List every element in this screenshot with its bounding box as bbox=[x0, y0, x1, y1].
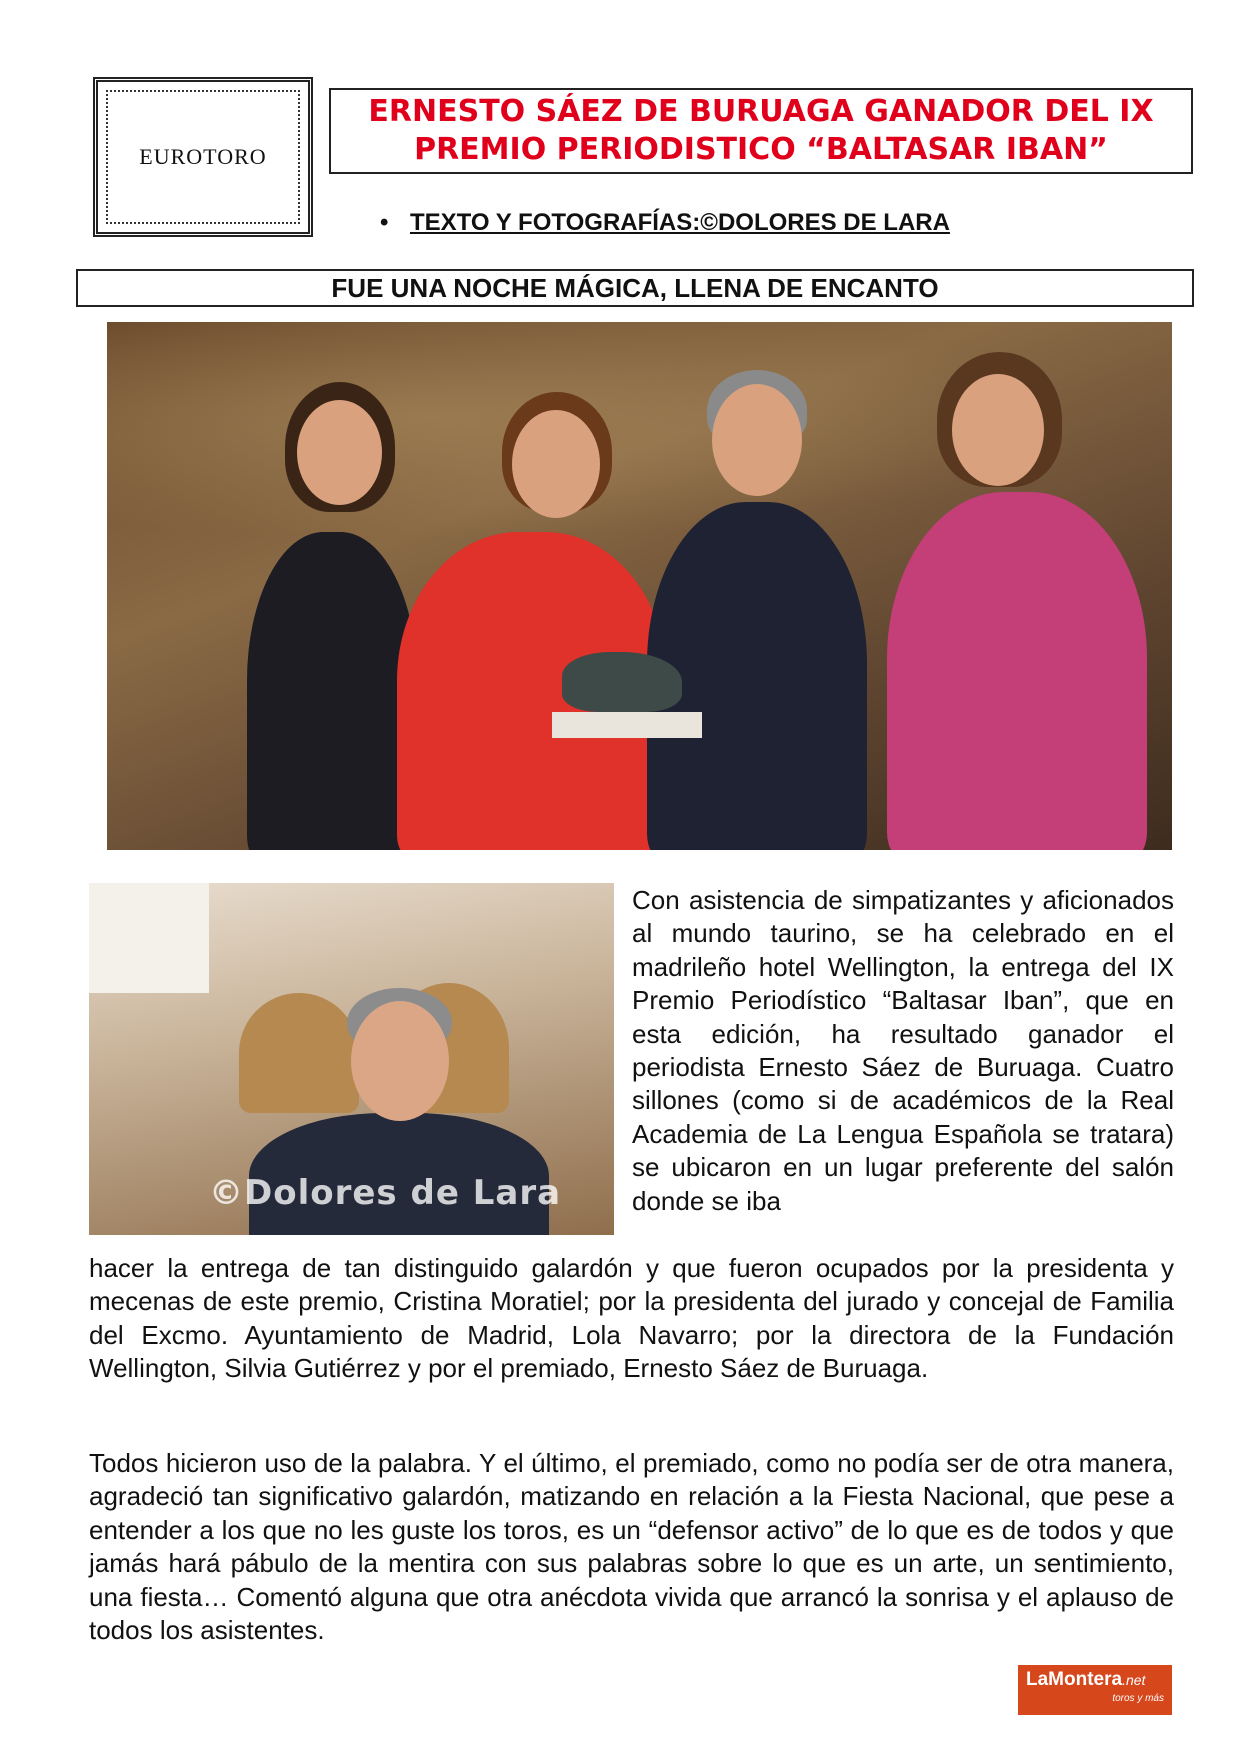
person-silhouette bbox=[247, 532, 417, 850]
face-shape bbox=[512, 410, 600, 518]
bullet-icon: • bbox=[380, 209, 389, 236]
byline bbox=[380, 209, 950, 237]
headline-box bbox=[329, 88, 1193, 174]
lamontera-logo bbox=[1018, 1665, 1172, 1715]
article-paragraph-1-wrap: Con asistencia de simpatizantes y aficionados al mundo taurino, se ha celebrado en el madrileño hotel Wellington, la entrega del IX Premio Periodístico “Baltasar Iban”, que en esta edición, ha resultado ganador el periodista Ernesto Sáez de Buruaga. Cuatro sillones (como si de académicos de la Real Academia de La Lengua Española se tratara) se ubicaron en un lugar preferente del salón donde se iba bbox=[632, 885, 1174, 1216]
photo-watermark: ©Dolores de Lara bbox=[209, 1173, 562, 1213]
subheading: FUE UNA NOCHE MÁGICA, LLENA DE ENCANTO bbox=[76, 269, 1194, 307]
trophy-base-shape bbox=[552, 712, 702, 738]
lamontera-suffix: .net bbox=[1122, 1672, 1146, 1688]
article-paragraph-2: Todos hicieron uso de la palabra. Y el último, el premiado, como no podía ser de otra manera, agradeció tan significativo galardón, matizando en relación a la Fiesta Nacional, que pese a entender a los que no les guste los toros, es un “defensor activo” de lo que es de todos y que jamás hará pábulo de la mentira con sus palabras sobre lo que es un arte, un sentimiento, una fiesta… Comentó alguna que otra anécdota vivida que arrancó la sonrisa y el aplauso de todos los asistentes. bbox=[89, 1448, 1174, 1646]
article-paragraph-1-continued: hacer la entrega de tan distinguido galardón y que fueron ocupados por la presidenta y mecenas de este premio, Cristina Moratiel; por la presidenta del jurado y concejal de Familia del Excmo. Ayuntamiento de Madrid, Lola Navarro; por la directora de la Fundación Wellington, Silvia Gutiérrez y por el premiado, Ernesto Sáez de Buruaga. bbox=[89, 1253, 1174, 1384]
face-shape bbox=[297, 400, 382, 505]
face-shape bbox=[952, 374, 1044, 486]
headline-line-2: PREMIO PERIODISTICO “BALTASAR IBAN” bbox=[414, 132, 1108, 167]
byline-text: TEXTO Y FOTOGRAFÍAS:©DOLORES DE LARA bbox=[410, 209, 950, 236]
lamontera-name: LaMontera bbox=[1026, 1669, 1123, 1690]
winner-portrait-photo bbox=[89, 883, 614, 1235]
person-silhouette bbox=[887, 492, 1147, 850]
chair-shape bbox=[239, 993, 359, 1113]
face-shape bbox=[712, 384, 802, 496]
lamontera-tagline: toros y más bbox=[1112, 1693, 1164, 1704]
lamontera-logo-name bbox=[1026, 1669, 1164, 1691]
headline-line-1: ERNESTO SÁEZ DE BURUAGA GANADOR DEL IX bbox=[368, 94, 1154, 129]
logo-text: EUROTORO bbox=[139, 144, 267, 169]
award-group-photo bbox=[107, 322, 1172, 850]
face-shape bbox=[351, 1001, 449, 1121]
eurotoro-logo bbox=[93, 77, 313, 237]
banner-shape bbox=[89, 883, 209, 993]
bull-trophy-shape bbox=[562, 652, 682, 712]
